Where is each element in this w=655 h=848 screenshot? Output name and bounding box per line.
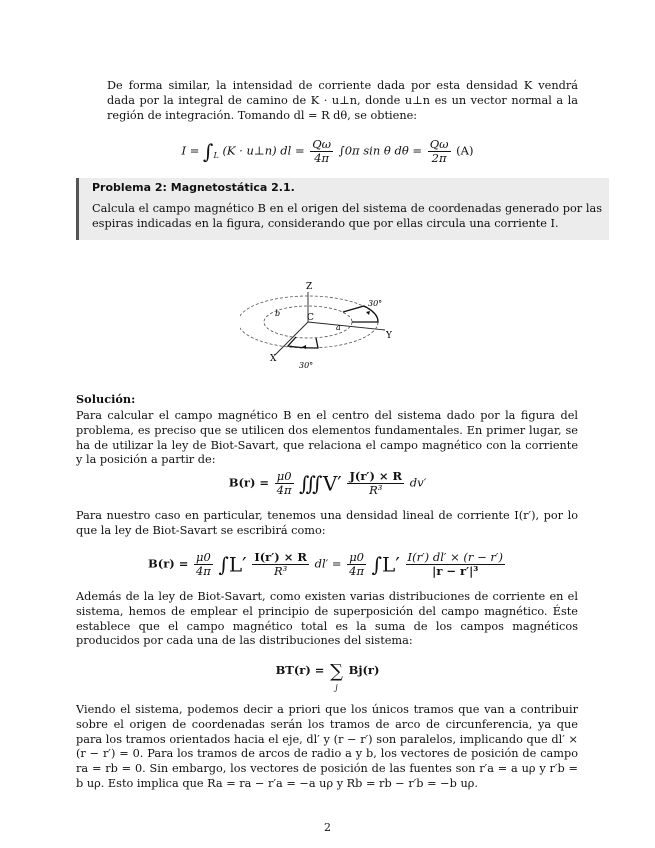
angle-bottom-label: 30° bbox=[299, 361, 314, 370]
radius-b-label: b bbox=[275, 309, 281, 318]
loops-figure bbox=[240, 278, 415, 373]
equation-superposition: BT(r) = ∑ j Bj(r) bbox=[275, 661, 380, 692]
radius-a-label: a bbox=[336, 323, 341, 332]
equation-line-current: B(r) = $\frac{\mu 0}{4\pi}$ ∫L′ $\frac{I(r') \times R}{\text{R³}}$ dl′ = $\frac{\mu 0}{4\pi}$ ∫L′ $\frac{I(r') dl' \times (r - r')}{\text{|r − r′|³}}$ bbox=[148, 550, 503, 578]
equation-biot-savart: B(r) = $\frac{\mu 0}{4\pi}$ ∭V′ $\frac{J(r') \times R}{\text{R³}}$ dv′ bbox=[228, 469, 427, 497]
problem-title: Problema 2: Magnetostática 2.1. bbox=[92, 181, 295, 194]
angle-top-label: 30° bbox=[368, 299, 383, 308]
center-label: C bbox=[307, 313, 314, 323]
solution-paragraph-4: Viendo el sistema, podemos decir a priori que los únicos tramos que van a contribuir sobre el origen de coordenadas serán los tramos de arco de circunferencia, ya que para los tramos orientados hacia el eje, dl′ y (r − r′) son paralelos, implicando que dl′ × (r − r′) = 0. Para los tramos de arcos de radio a y b, los vectores de posición de campo ra = rb = 0. Sin embargo, los vectores de posición de las fuentes son r′a = a uρ y r′b = b uρ. Esto implica que Ra = ra − r′a = −a uρ y Rb = rb − r′b = −b uρ. bbox=[76, 703, 578, 790]
equation-current: $I = \int_L$ (K · u⊥n) dl = $\frac{Q\omega}{4\pi}$ ∫0π sin θ dθ = $\frac{Q\omega}{2\pi}$ (A) bbox=[181, 137, 474, 165]
intro-paragraph: De forma similar, la intensidad de corriente dada por esta densidad K vendrá dada por la integral de camino de K · u⊥n, donde u⊥n es un vector normal a la región de integración. Tomando dl = R dθ, se obtiene: bbox=[107, 79, 578, 122]
problem-text: Calcula el campo magnético B en el origen del sistema de coordenadas generado por las espiras indicadas en la figura, considerando que por ellas circula una corriente I. bbox=[92, 202, 602, 230]
page-number: 2 bbox=[324, 821, 331, 834]
axis-y-label: Y bbox=[386, 331, 392, 341]
axis-z-label: Z bbox=[306, 282, 313, 292]
solution-paragraph-1: Para calcular el campo magnético B en el centro del sistema dado por la figura del problema, es preciso que se utilicen dos elementos fundamentales. En primer lugar, se ha de utilizar la ley de Biot-Savart, que relaciona el campo magnético con la corriente y la posición a partir de: bbox=[76, 409, 578, 467]
axis-x-label: X bbox=[270, 354, 277, 364]
solution-paragraph-2: Para nuestro caso en particular, tenemos una densidad lineal de corriente I(r′), por lo que la ley de Biot-Savart se escribirá como: bbox=[76, 509, 578, 537]
problem-box bbox=[76, 178, 609, 240]
solution-paragraph-3: Además de la ley de Biot-Savart, como existen varias distribuciones de corriente en el sistema, hemos de emplear el principio de superposición del campo magnético. Éste establece que el campo magnético total es la suma de los campos magnéticos producidos por cada una de las distribuciones del sistema: bbox=[76, 590, 578, 648]
solution-heading: Solución: bbox=[76, 392, 136, 406]
